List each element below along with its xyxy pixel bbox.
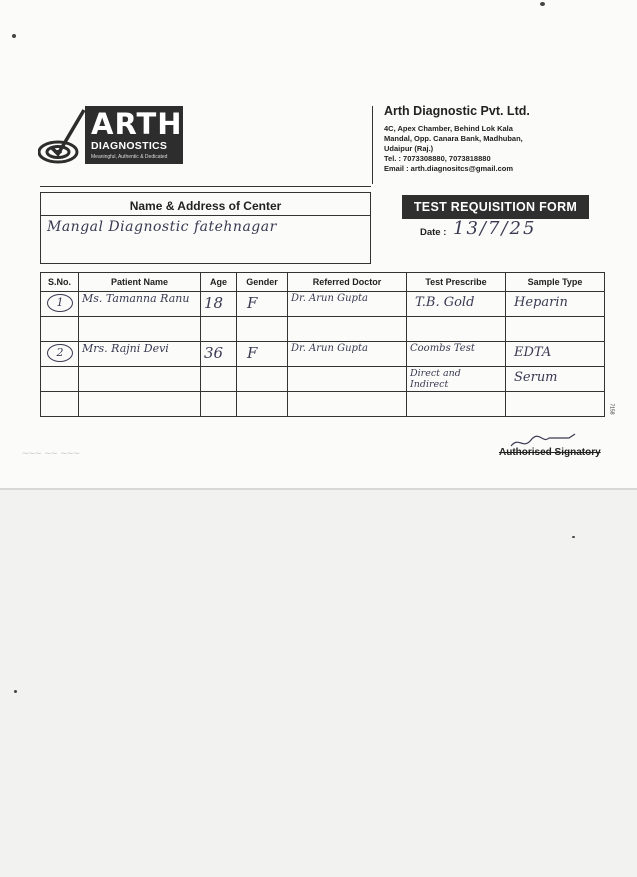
col-header-test: Test Prescribe bbox=[407, 273, 506, 292]
patient-gender: F bbox=[247, 344, 258, 362]
logo-sub-text: DIAGNOSTICS bbox=[91, 140, 168, 152]
logo-tagline: Meaningful, Authentic & Dedicated bbox=[91, 154, 168, 160]
speck bbox=[14, 690, 17, 693]
address-line: Udaipur (Raj.) bbox=[384, 144, 434, 153]
speck bbox=[12, 34, 16, 38]
table-header-row bbox=[41, 273, 605, 292]
center-box bbox=[40, 192, 371, 264]
center-title-underline bbox=[41, 215, 370, 216]
logo-main-text: ARTH bbox=[91, 107, 183, 141]
referred-doctor: Dr. Arun Gupta bbox=[291, 293, 368, 304]
table-row bbox=[41, 317, 605, 342]
patient-name: Mrs. Rajni Devi bbox=[82, 342, 169, 355]
sample-type: Heparin bbox=[514, 295, 568, 310]
col-header-gender: Gender bbox=[237, 273, 288, 292]
signatory-label: Authorised Signatory bbox=[499, 447, 601, 458]
address-line: Mandal, Opp. Canara Bank, Madhuban, bbox=[384, 134, 523, 143]
center-title: Name & Address of Center bbox=[129, 199, 282, 213]
target-check-logo-icon bbox=[38, 108, 86, 166]
date-label: Date : bbox=[420, 227, 447, 238]
show-through-marks: ~~~ ~~ ~~~ bbox=[22, 448, 80, 460]
date-value: 13/7/25 bbox=[453, 218, 537, 239]
requisition-table bbox=[40, 272, 605, 417]
col-header-patient: Patient Name bbox=[79, 273, 201, 292]
header-rule bbox=[40, 186, 371, 187]
sample-type: EDTA bbox=[514, 345, 552, 360]
patient-age: 18 bbox=[204, 294, 224, 312]
col-header-age: Age bbox=[201, 273, 237, 292]
document-number: 7158 bbox=[608, 403, 615, 415]
logo bbox=[85, 106, 183, 164]
patient-gender: F bbox=[247, 294, 258, 312]
table-row bbox=[41, 392, 605, 417]
phone-line: Tel. : 7073308880, 7073818880 bbox=[384, 154, 491, 163]
blank-area bbox=[0, 490, 637, 877]
referred-doctor: Dr. Arun Gupta bbox=[291, 343, 368, 354]
sno-circled: 1 bbox=[47, 294, 73, 312]
col-header-sample: Sample Type bbox=[506, 273, 605, 292]
sample-type: Serum bbox=[514, 370, 558, 385]
header-divider bbox=[372, 106, 373, 184]
table-row bbox=[41, 292, 605, 317]
speck bbox=[572, 536, 575, 538]
address-line: 4C, Apex Chamber, Behind Lok Kala bbox=[384, 124, 513, 133]
test-prescribed: T.B. Gold bbox=[415, 295, 475, 310]
test-prescribed: Coombs Test bbox=[410, 343, 475, 354]
company-name: Arth Diagnostic Pvt. Ltd. bbox=[384, 104, 530, 118]
form-title: TEST REQUISITION FORM bbox=[402, 195, 589, 219]
col-header-sno: S.No. bbox=[41, 273, 79, 292]
email-line: Email : arth.diagnositcs@gmail.com bbox=[384, 164, 514, 173]
patient-age: 36 bbox=[204, 344, 224, 362]
speck bbox=[540, 2, 545, 6]
center-name-handwritten: Mangal Diagnostic fatehnagar bbox=[47, 219, 277, 235]
test-prescribed: Direct and Indirect bbox=[410, 368, 461, 390]
paper-edge bbox=[0, 488, 637, 490]
col-header-doctor: Referred Doctor bbox=[288, 273, 407, 292]
sno-circled: 2 bbox=[47, 344, 73, 362]
patient-name: Ms. Tamanna Ranu bbox=[82, 292, 190, 305]
table-row bbox=[41, 367, 605, 392]
table-row bbox=[41, 342, 605, 367]
